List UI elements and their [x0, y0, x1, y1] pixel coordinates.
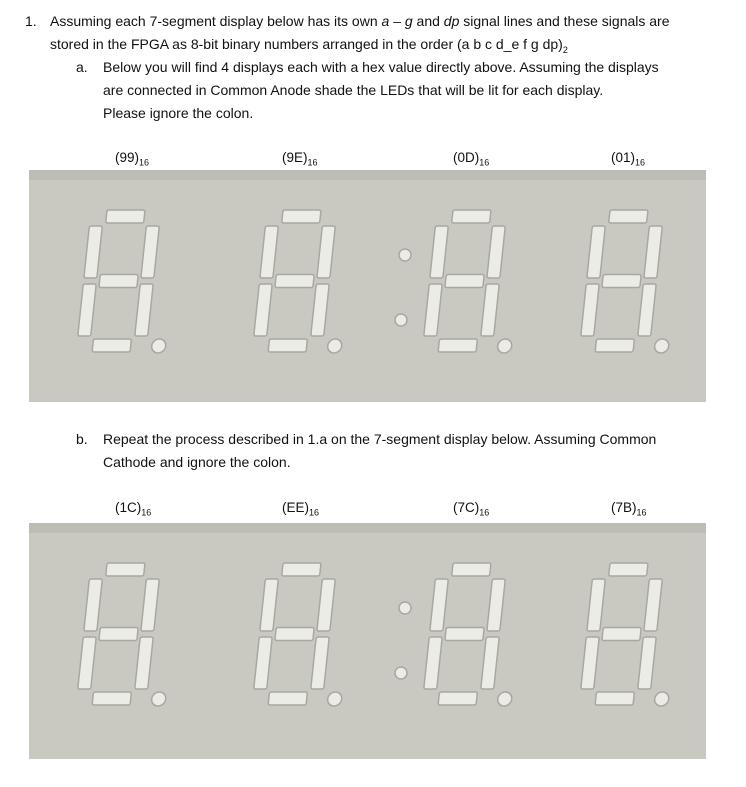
digit-1 — [76, 563, 180, 706]
hex-label-b2: $(EE)_{16}$ — [282, 500, 320, 518]
seven-segment-display-a — [29, 170, 706, 402]
digit-2 — [252, 563, 356, 706]
segment-dp — [151, 339, 166, 353]
segment-d — [92, 692, 131, 705]
segment-g — [602, 628, 641, 641]
segment-dp — [327, 339, 342, 353]
segment-c — [481, 637, 499, 689]
segment-e — [78, 284, 96, 336]
segment-g — [275, 275, 314, 288]
segment-d — [438, 692, 477, 705]
segment-d — [92, 339, 131, 352]
segment-b — [317, 226, 335, 278]
segment-b — [317, 579, 335, 631]
part-b-letter: b. — [76, 431, 88, 447]
segment-e — [78, 637, 96, 689]
segment-dp — [497, 339, 512, 353]
segment-a — [452, 563, 491, 576]
segment-f — [84, 226, 102, 278]
hex-label-b3: $(7C)_{16}$ — [453, 500, 490, 518]
panel-edge — [29, 170, 706, 180]
segment-b — [644, 579, 662, 631]
part-a-line-1: Below you will find 4 displays each with a hex value directly above. Assuming the displays — [103, 59, 659, 75]
segment-f — [587, 226, 605, 278]
segment-d — [268, 339, 307, 352]
segment-dp — [654, 692, 669, 706]
segment-c — [311, 637, 329, 689]
segment-c — [638, 284, 656, 336]
segment-e — [581, 637, 599, 689]
part-b-line-1: Repeat the process described in 1.a on the 7-segment display below. Assuming Common — [103, 431, 657, 447]
part-a-line-2: are connected in Common Anode shade the LEDs that will be lit for each display. — [103, 82, 604, 98]
hex-label-a2: $(9E)_{16}$ — [282, 150, 318, 168]
segment-e — [254, 637, 272, 689]
segment-dp — [151, 692, 166, 706]
digit-2 — [252, 210, 356, 353]
segment-c — [481, 284, 499, 336]
segment-c — [638, 637, 656, 689]
segment-a — [609, 563, 648, 576]
segment-g — [445, 628, 484, 641]
hex-label-a3: $(0D)_{16}$ — [453, 150, 490, 168]
segment-b — [487, 579, 505, 631]
segment-a — [452, 210, 491, 223]
digit-1 — [76, 210, 180, 353]
segment-d — [595, 339, 634, 352]
digit-4 — [579, 210, 683, 353]
segment-dp — [654, 339, 669, 353]
segment-d — [438, 339, 477, 352]
seven-segment-display-b — [29, 523, 706, 759]
segment-dp — [327, 692, 342, 706]
segment-c — [135, 637, 153, 689]
segment-e — [254, 284, 272, 336]
segment-f — [84, 579, 102, 631]
segment-a — [609, 210, 648, 223]
display-b-svg — [29, 523, 706, 759]
segment-f — [430, 226, 448, 278]
segment-a — [106, 563, 145, 576]
segment-e — [424, 637, 442, 689]
question-line-2: stored in the FPGA as 8-bit binary numbers arranged in the order (a b c d_e f g $dp)_2$ — [50, 36, 568, 55]
segment-c — [135, 284, 153, 336]
segment-g — [602, 275, 641, 288]
segment-a — [282, 210, 321, 223]
colon-top-dot — [399, 249, 411, 261]
segment-a — [282, 563, 321, 576]
digit-3 — [422, 563, 526, 706]
segment-f — [587, 579, 605, 631]
question-number: 1. — [25, 13, 37, 29]
segment-b — [644, 226, 662, 278]
hex-label-a1: $(99)_{16}$ — [115, 150, 150, 168]
segment-g — [99, 275, 138, 288]
display-a-svg — [29, 170, 706, 402]
segment-f — [430, 579, 448, 631]
segment-c — [311, 284, 329, 336]
segment-f — [260, 579, 278, 631]
hex-label-b1: $(1C)_{16}$ — [115, 500, 152, 518]
segment-g — [445, 275, 484, 288]
panel-edge — [29, 523, 706, 533]
question-line-1: Assuming each 7-segment display below has its own a – g and dp signal lines and these signals are — [50, 13, 670, 29]
segment-d — [595, 692, 634, 705]
segment-a — [106, 210, 145, 223]
hex-label-b4: $(7B)_{16}$ — [611, 500, 647, 518]
part-a-line-3: Please ignore the colon. — [103, 105, 254, 121]
colon-bottom-dot — [395, 314, 407, 326]
segment-g — [99, 628, 138, 641]
segment-b — [141, 579, 159, 631]
part-b-line-2: Cathode and ignore the colon. — [103, 454, 291, 470]
digit-4 — [579, 563, 683, 706]
segment-e — [581, 284, 599, 336]
part-a-letter: a. — [76, 59, 88, 75]
segment-f — [260, 226, 278, 278]
segment-d — [268, 692, 307, 705]
segment-b — [487, 226, 505, 278]
hex-label-a4: $(01)_{16}$ — [611, 150, 646, 168]
segment-e — [424, 284, 442, 336]
segment-b — [141, 226, 159, 278]
digit-3 — [422, 210, 526, 353]
segment-g — [275, 628, 314, 641]
colon-top-dot — [399, 602, 411, 614]
colon-bottom-dot — [395, 667, 407, 679]
segment-dp — [497, 692, 512, 706]
